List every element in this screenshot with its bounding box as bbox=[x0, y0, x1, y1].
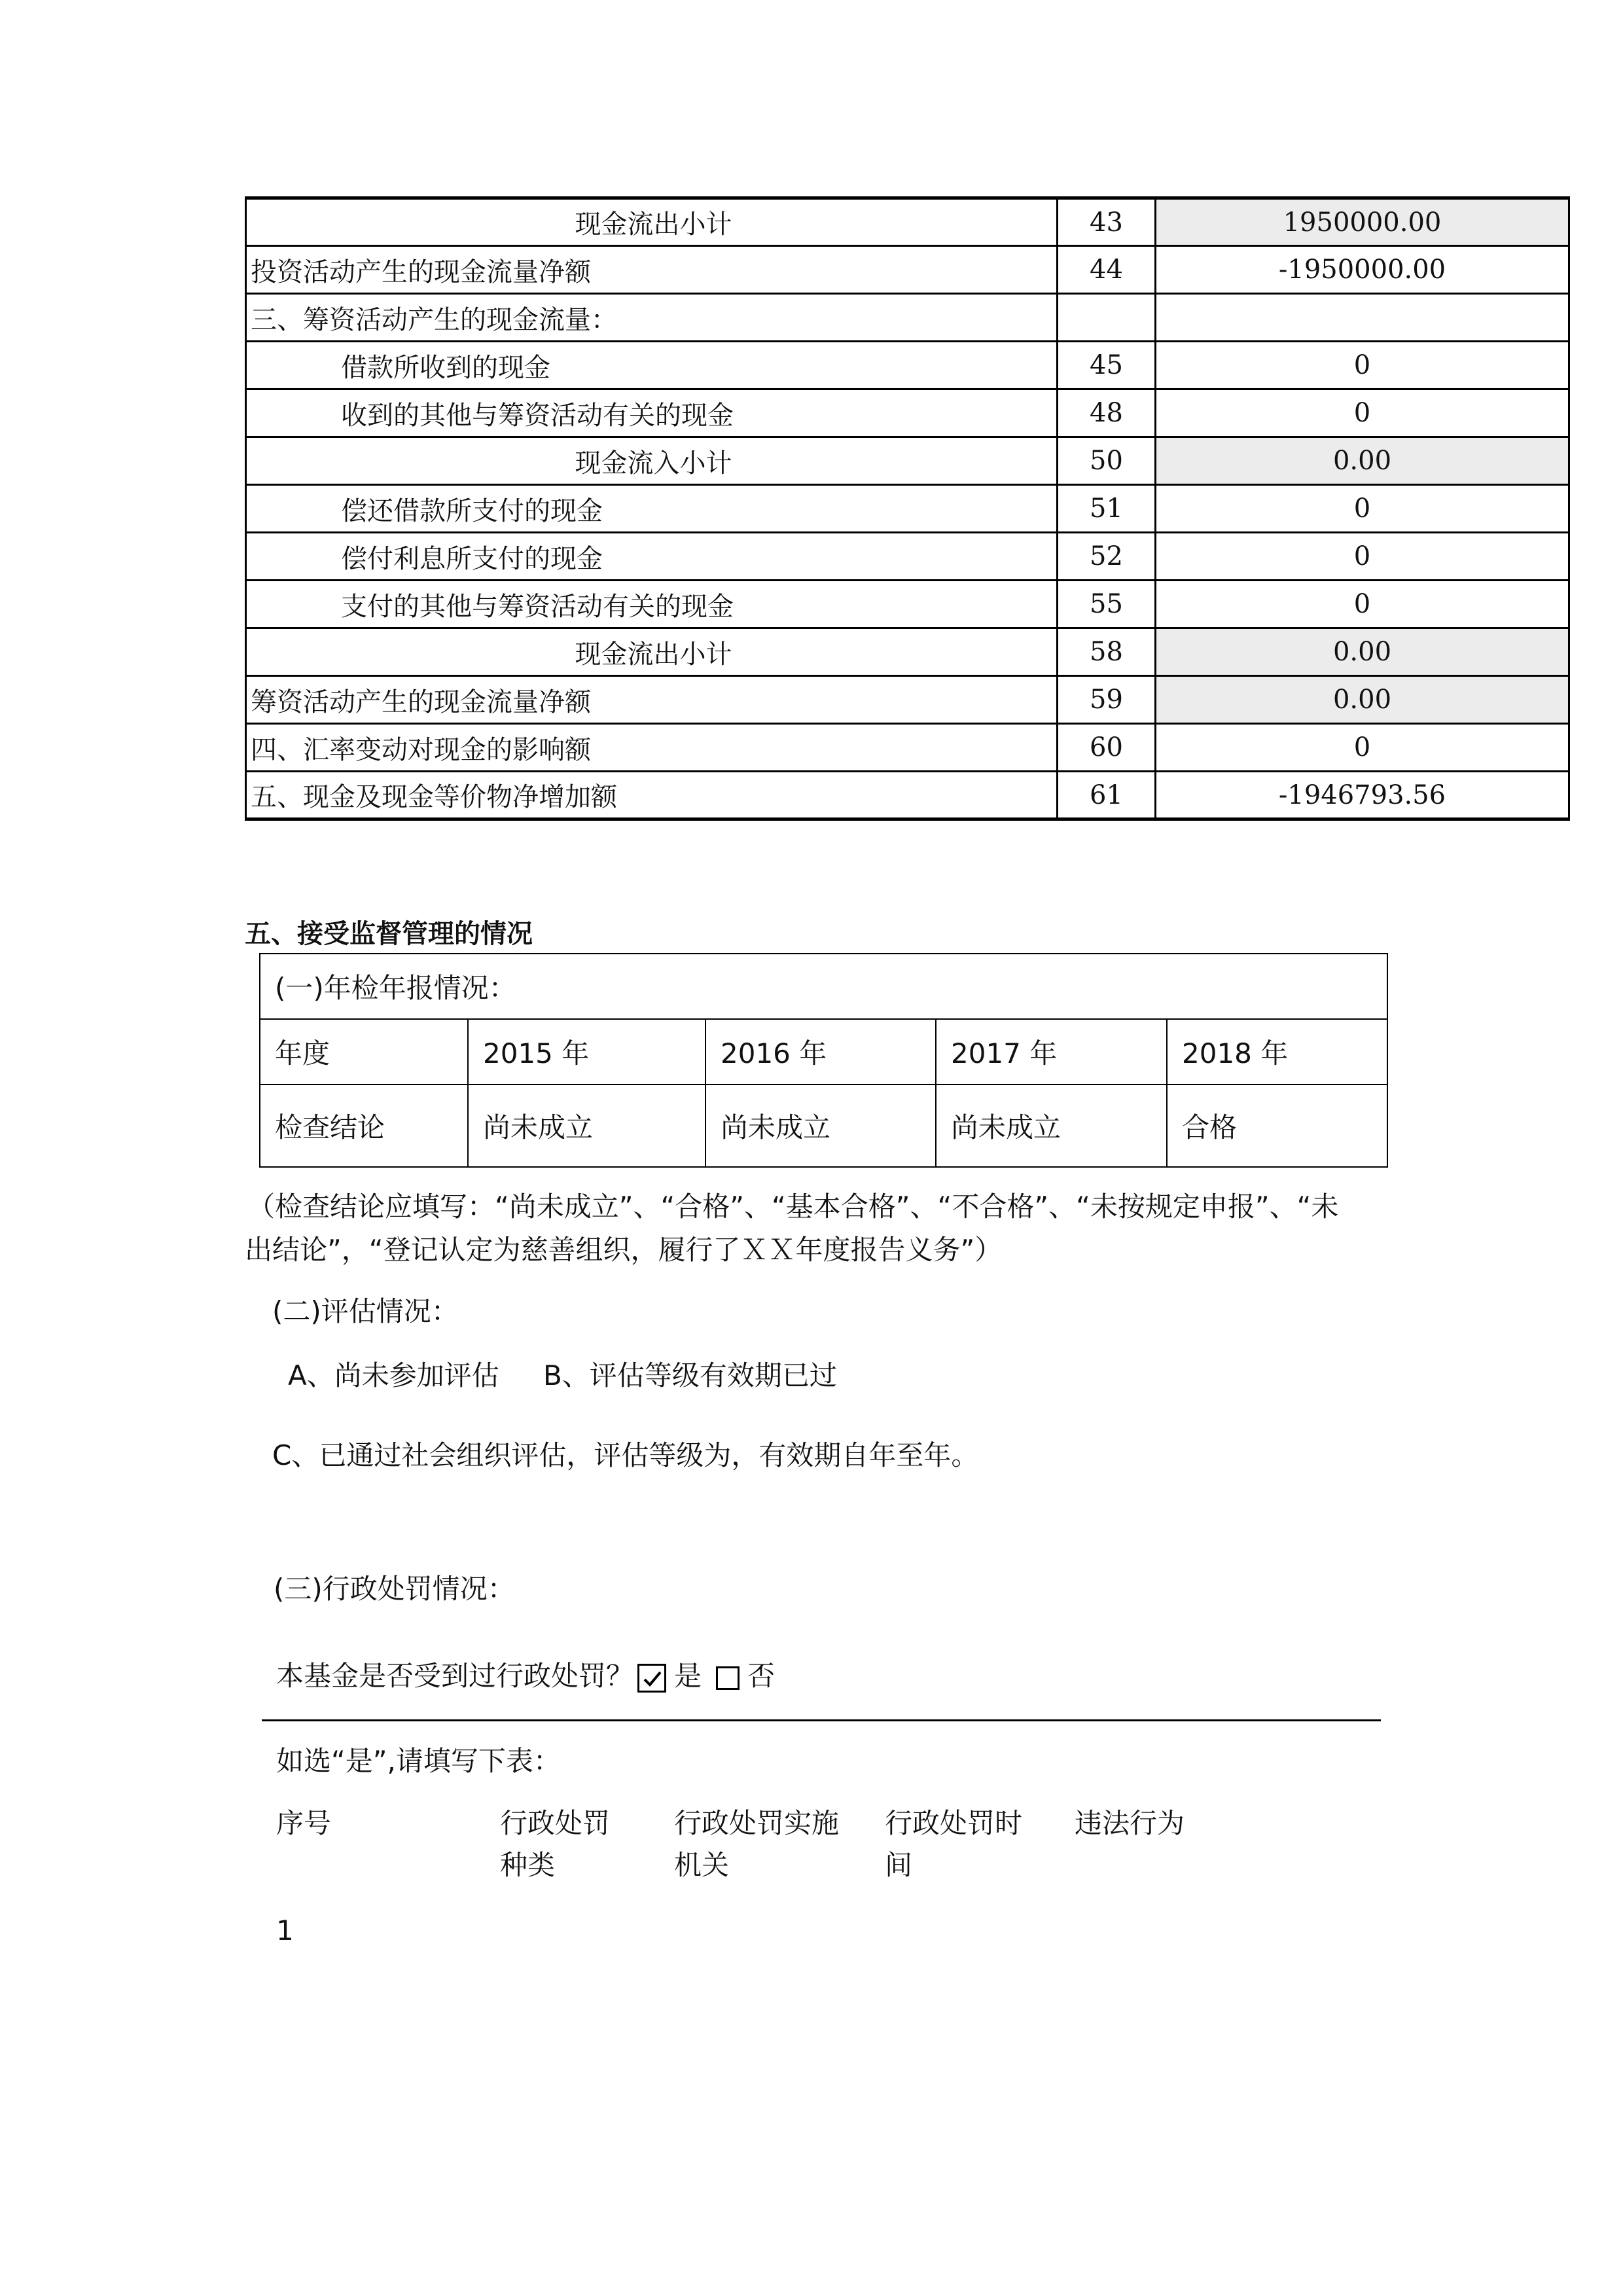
row-label: 三、筹资活动产生的现金流量： bbox=[246, 294, 1058, 342]
line-number: 48 bbox=[1058, 389, 1156, 437]
year-header-cell: 2016 年 bbox=[705, 1019, 936, 1085]
line-number bbox=[1058, 294, 1156, 342]
row-label: 四、汇率变动对现金的影响额 bbox=[246, 724, 1058, 772]
line-number: 58 bbox=[1058, 628, 1156, 676]
row-label: 收到的其他与筹资活动有关的现金 bbox=[246, 389, 1058, 437]
row-label: 偿还借款所支付的现金 bbox=[246, 485, 1058, 533]
table-row bbox=[246, 198, 1569, 246]
evaluation-option-c: C、已通过社会组织评估，评估等级为，有效期自年至年。 bbox=[272, 1439, 979, 1471]
table-row bbox=[246, 389, 1569, 437]
line-number: 52 bbox=[1058, 533, 1156, 581]
table-row bbox=[246, 342, 1569, 389]
yes-label: 是 bbox=[674, 1660, 702, 1692]
amount-value: 0.00 bbox=[1156, 676, 1569, 724]
line-number: 61 bbox=[1058, 772, 1156, 819]
table-row bbox=[246, 437, 1569, 485]
result-cell: 合格 bbox=[1167, 1085, 1387, 1167]
table-row bbox=[260, 1019, 1387, 1085]
result-cell: 检查结论 bbox=[260, 1085, 468, 1167]
column-header-authority: 行政处罚实施 机关 bbox=[674, 1807, 840, 1881]
line-number: 43 bbox=[1058, 198, 1156, 246]
column-header-serial: 序号 bbox=[276, 1807, 332, 1839]
penalty-heading: (三)行政处罚情况： bbox=[274, 1573, 515, 1605]
amount-value: -1946793.56 bbox=[1156, 772, 1569, 819]
row-label: 五、现金及现金等价物净增加额 bbox=[246, 772, 1058, 819]
line-number: 55 bbox=[1058, 581, 1156, 628]
result-cell: 尚未成立 bbox=[705, 1085, 936, 1167]
cashflow-table bbox=[245, 196, 1570, 821]
table-row bbox=[246, 724, 1569, 772]
table-row bbox=[260, 1085, 1387, 1167]
table-row bbox=[246, 246, 1569, 294]
amount-value: 1950000.00 bbox=[1156, 198, 1569, 246]
table-row bbox=[246, 628, 1569, 676]
year-header-cell: 2018 年 bbox=[1167, 1019, 1387, 1085]
row-label: 现金流出小计 bbox=[246, 198, 1058, 246]
no-checkbox[interactable] bbox=[716, 1666, 740, 1690]
amount-value: 0 bbox=[1156, 581, 1569, 628]
amount-value: -1950000.00 bbox=[1156, 246, 1569, 294]
table-row bbox=[246, 581, 1569, 628]
table-row bbox=[246, 533, 1569, 581]
note-line: （检查结论应填写：“尚未成立”、“合格”、“基本合格”、“不合格”、“未按规定申报”、“未 bbox=[247, 1191, 1339, 1223]
divider bbox=[262, 1719, 1381, 1721]
result-cell: 尚未成立 bbox=[936, 1085, 1167, 1167]
line-number: 44 bbox=[1058, 246, 1156, 294]
amount-value: 0 bbox=[1156, 342, 1569, 389]
column-header-penalty-time: 行政处罚时 间 bbox=[885, 1807, 1023, 1881]
line-number: 60 bbox=[1058, 724, 1156, 772]
evaluation-option-b: B、评估等级有效期已过 bbox=[543, 1359, 837, 1391]
table-row bbox=[246, 676, 1569, 724]
evaluation-option-a: A、尚未参加评估 bbox=[288, 1359, 499, 1391]
amount-value: 0 bbox=[1156, 485, 1569, 533]
no-label: 否 bbox=[747, 1660, 776, 1692]
amount-value: 0.00 bbox=[1156, 628, 1569, 676]
inspection-table bbox=[259, 953, 1388, 1168]
row-number: 1 bbox=[276, 1914, 294, 1946]
line-number: 45 bbox=[1058, 342, 1156, 389]
yes-checkbox[interactable] bbox=[637, 1664, 666, 1693]
amount-value: 0 bbox=[1156, 389, 1569, 437]
row-label: 投资活动产生的现金流量净额 bbox=[246, 246, 1058, 294]
row-label: 借款所收到的现金 bbox=[246, 342, 1058, 389]
row-label: 偿付利息所支付的现金 bbox=[246, 533, 1058, 581]
row-label: 筹资活动产生的现金流量净额 bbox=[246, 676, 1058, 724]
note-line: 出结论”，“登记认定为慈善组织，履行了ＸＸ年度报告义务”） bbox=[245, 1234, 1003, 1266]
line-number: 59 bbox=[1058, 676, 1156, 724]
table-row bbox=[260, 954, 1387, 1019]
penalty-question-line bbox=[276, 1658, 775, 1695]
section-title: 五、接受监督管理的情况 bbox=[245, 919, 533, 949]
amount-value: 0 bbox=[1156, 724, 1569, 772]
fill-note: 如选“是”,请填写下表： bbox=[276, 1745, 561, 1777]
column-header-penalty-type: 行政处罚 种类 bbox=[500, 1807, 611, 1881]
amount-value bbox=[1156, 294, 1569, 342]
year-header-cell: 2017 年 bbox=[936, 1019, 1167, 1085]
column-header-violation: 违法行为 bbox=[1075, 1807, 1185, 1839]
checkmark-icon bbox=[641, 1668, 664, 1690]
year-header-cell: 2015 年 bbox=[468, 1019, 705, 1085]
year-header-cell: 年度 bbox=[260, 1019, 468, 1085]
result-cell: 尚未成立 bbox=[468, 1085, 705, 1167]
inspection-heading: (一)年检年报情况： bbox=[260, 954, 1387, 1019]
line-number: 51 bbox=[1058, 485, 1156, 533]
table-row bbox=[246, 485, 1569, 533]
line-number: 50 bbox=[1058, 437, 1156, 485]
penalty-question: 本基金是否受到过行政处罚？ bbox=[276, 1660, 634, 1692]
evaluation-heading: (二)评估情况： bbox=[272, 1295, 459, 1327]
amount-value: 0 bbox=[1156, 533, 1569, 581]
table-row bbox=[246, 772, 1569, 819]
row-label: 现金流入小计 bbox=[246, 437, 1058, 485]
table-row bbox=[246, 294, 1569, 342]
row-label: 支付的其他与筹资活动有关的现金 bbox=[246, 581, 1058, 628]
amount-value: 0.00 bbox=[1156, 437, 1569, 485]
row-label: 现金流出小计 bbox=[246, 628, 1058, 676]
